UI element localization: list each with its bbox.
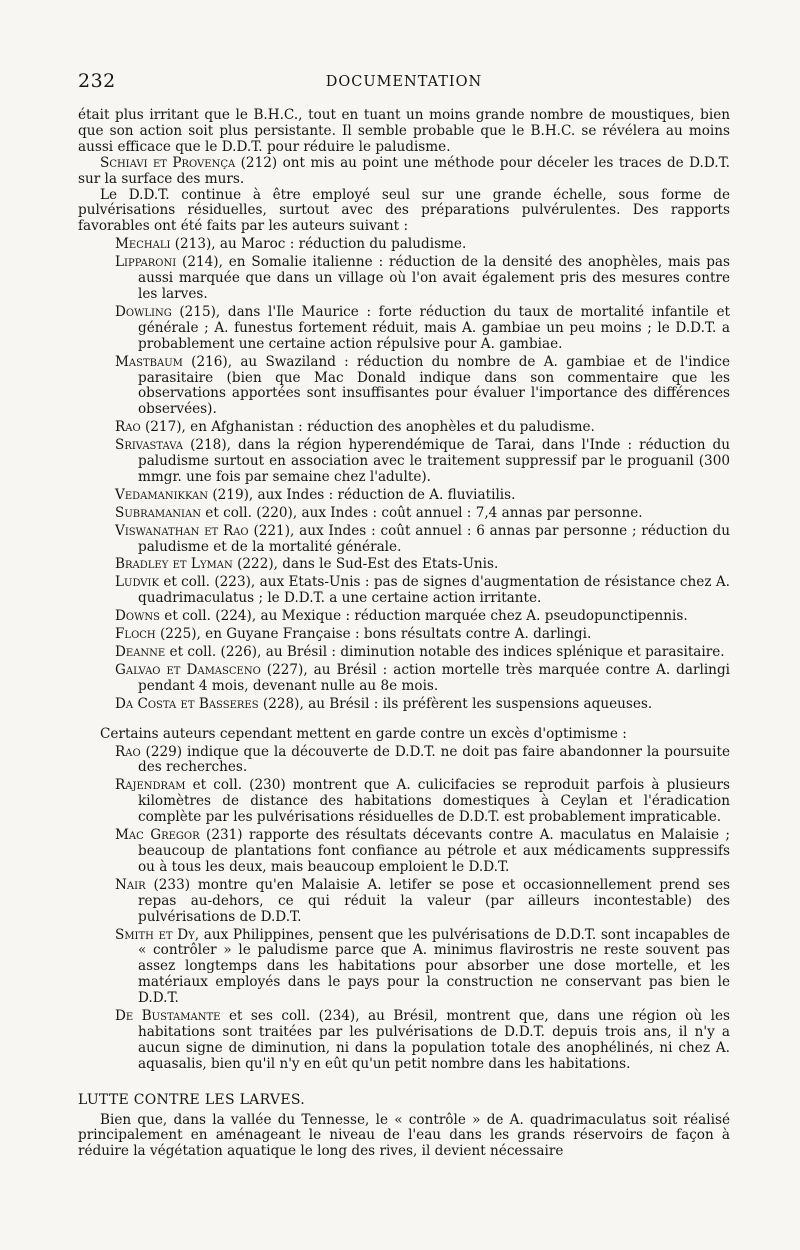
citation-text: (233) montre qu'en Malaisie A. letifer se pose et occasionnellement prend ses repas au-dehors, ce qui réduit la valeur (par ailleurs incontestable) des pulvérisations de D.D.T. (138, 876, 730, 925)
citation-entry (78, 778, 730, 826)
body-text (78, 108, 730, 1160)
author-name: Smith et Dy (115, 926, 195, 943)
author-name: Subramanian (115, 504, 201, 521)
citation-text: (216), au Swaziland : réduction du nombre de A. gambiae et de l'indice parasitaire (bien que Mac Donald indique dans son commentaire que les observations apportées sont insuffisantes pour évaluer l'importance des différences observées). (138, 353, 730, 418)
citation-text: (214), en Somalie italienne : réduction de la densité des anophèles, mais pas aussi marquée que dans un village où l'on avait également pris des mesures contre les larves. (138, 254, 730, 302)
citation-text: et ses coll. (234), au Brésil, montrent que, dans une région où les habitations sont traitées par les pulvérisations de D.D.T. depuis trois ans, il n'y a aucun signe de diminution, ni dans la population totale des anophélinés, ni chez A. aquasalis, bien qu'il n'y en eût qu'un petit nombre dans les habitations. (138, 1008, 730, 1072)
citation-entry (78, 438, 730, 486)
citation-text: (217), en Afghanistan : réduction des anophèles et du paludisme. (140, 419, 595, 436)
citation-entry (78, 488, 730, 504)
citation-text: (228), au Brésil : ils préfèrent les suspensions aqueuses. (258, 695, 653, 712)
citation-entry (78, 609, 730, 625)
section-heading: LUTTE CONTRE LES LARVES. (78, 1091, 306, 1108)
citation-text: et coll. (220), aux Indes : coût annuel : 7,4 annas par personne. (200, 504, 643, 521)
spacer (78, 713, 730, 727)
author-name: Da Costa et Basseres (115, 695, 259, 712)
author-name: De Bustamante (115, 1008, 221, 1025)
opening-paragraph: était plus irritant que le B.H.C., tout en tuant un moins grande nombre de moustiques, bien que son action soit plus persistante. Il semble probable que le B.H.C. se révélera au moins aussi efficace que le D.D.T. pour réduire le paludisme. (78, 107, 730, 155)
section-lutte (78, 1113, 730, 1161)
citation-text: et coll. (223), aux Etats-Unis : pas de signes d'augmentation de résistance chez A. quadrimaculatus ; le D.D.T. a une certaine action irritante. (138, 574, 730, 607)
ddt-paragraph: Le D.D.T. continue à être employé seul sur une grande échelle, sous forme de pulvérisations résiduelles, surtout avec des préparations pulvérulentes. Des rapports favorables ont été faits par les auteurs suivant : (78, 186, 730, 235)
author-name: Mechali (115, 236, 171, 253)
citation-text: et coll. (226), au Brésil : diminution notable des indices splénique et parasitaire. (165, 644, 725, 660)
citation-entry (78, 575, 730, 607)
citation-entry (78, 305, 730, 353)
citation-entry (78, 663, 730, 695)
citation-text: (229) indique que la découverte de D.D.T. ne doit pas faire abandonner la poursuite des recherches. (138, 743, 730, 776)
citation-text: (218), dans la région hyperendémique de Tarai, dans l'Inde : réduction du paludisme surtout en association avec le traitement suppressif par le proguanil (300 mmgr. une fois par semaine chez l'adulte). (138, 437, 730, 485)
author-name: Vedamanikkan (115, 486, 209, 503)
author-name: Mac Gregor (115, 827, 200, 844)
author-name: Galvao et Damasceno (115, 661, 261, 678)
citation-entry (78, 878, 730, 926)
citation-entry (78, 828, 730, 876)
citation-entry (78, 697, 730, 713)
author-name: Downs (115, 608, 160, 625)
citation-text: (215), dans l'Ile Maurice : forte réduction du taux de mortalité infantile et générale ; A. funestus fortement réduit, mais A. gambiae un peu moins ; le D.D.T. a probablement une certaine action répulsive pour A. gambiae. (138, 303, 730, 352)
author-name: Rajendram (115, 777, 186, 794)
citation-text: (221), aux Indes : coût annuel : 6 annas par personne ; réduction du paludisme et de la mortalité générale. (138, 522, 730, 555)
author-name: Ludvik (115, 574, 159, 591)
schiavi-paragraph (78, 156, 730, 188)
citation-entry (78, 237, 730, 253)
citation-text: (231) rapporte des résultats décevants contre A. maculatus en Malaisie ; beaucoup de plantations font confiance au pétrole et aux médicaments suppressifs ou à tous les deux, mais beaucoup emploient le D.D.T. (138, 827, 730, 875)
citation-text: et coll. (224), au Mexique : réduction marquée chez A. pseudopunctipennis. (159, 608, 688, 625)
author-name: Srivastava (115, 437, 184, 454)
citation-text: (227), au Brésil : action mortelle très marquée contre A. darlingi pendant 4 mois, devenant nulle au 8e mois. (138, 661, 730, 694)
citation-text: (213), au Maroc : réduction du paludisme. (170, 236, 467, 253)
citation-entry (78, 1009, 730, 1073)
favorable-reports-list (78, 237, 730, 712)
citation-text: (222), dans le Sud-Est des Etats-Unis. (232, 556, 499, 573)
citation-text: (219), aux Indes : réduction de A. fluviatilis. (208, 486, 516, 503)
citation-entry (78, 557, 730, 573)
author-name: Viswanathan et Rao (115, 522, 249, 539)
citation-entry (78, 355, 730, 419)
citation-entry (78, 645, 730, 661)
citation-entry (78, 627, 730, 643)
author-name: Deanne (115, 644, 166, 660)
citation-entry (78, 506, 730, 522)
author-name: Nair (115, 876, 146, 893)
author-name: Bradley et Lyman (115, 556, 233, 573)
citation-entry (78, 420, 730, 436)
citation-text: , aux Philippines, pensent que les pulvérisations de D.D.T. sont incapables de « contrôler » le paludisme parce que A. minimus flavirostris ne reste souvent pas assez longtemps dans les habitations pour absorber une dose mortelle, et les matériaux employés dans le pays pour la construction ne conservant pas bien le D.D.T. (138, 926, 730, 1007)
section-paragraph: Bien que, dans la vallée du Tennesse, le « contrôle » de A. quadrimaculatus soit réalisé principalement en aménageant le niveau de l'eau dans les grands réservoirs de façon à réduire la végétation aquatique le long des rives, il devient nécessaire (78, 1111, 730, 1160)
author-name: Rao (115, 419, 141, 436)
citation-entry (78, 928, 730, 1008)
author-name: Rao (115, 743, 141, 760)
running-title: DOCUMENTATION (325, 74, 483, 90)
paragraph-text: (212) ont mis au point une méthode pour déceler les traces de D.D.T. sur la surface des murs. (78, 154, 730, 187)
running-head (78, 70, 730, 96)
citation-text: (225), en Guyane Française : bons résultats contre A. darlingi. (155, 626, 592, 643)
author-name: Lipparoni (115, 254, 177, 271)
caution-reports-list (78, 745, 730, 1073)
author-name: Schiavi et Provença (100, 154, 236, 171)
citation-entry (78, 255, 730, 303)
author-name: Mastbaum (115, 353, 183, 370)
caution-intro: Certains auteurs cependant mettent en garde contre un excès d'optimisme : (100, 725, 627, 742)
author-name: Floch (115, 626, 156, 643)
citation-entry (78, 745, 730, 777)
author-name: Dowling (115, 303, 172, 320)
citation-entry (78, 524, 730, 556)
page-number: 232 (78, 70, 116, 92)
citation-text: et coll. (230) montrent que A. culicifacies se reproduit parfois à plusieurs kilomètres de distance des habitations domestiques à Ceylan et l'éradication complète par les pulvérisations résiduelles de D.D.T. est probablement impraticable. (138, 777, 730, 826)
